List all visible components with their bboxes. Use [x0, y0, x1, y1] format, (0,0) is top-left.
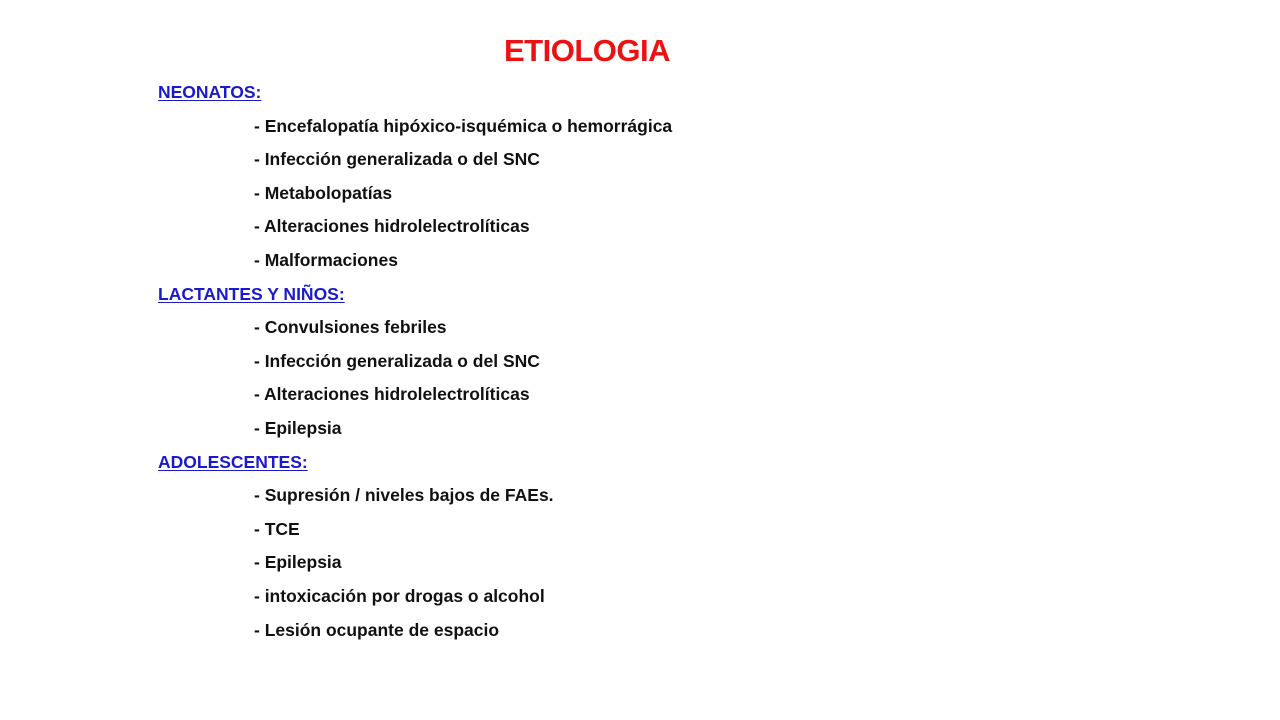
section-heading-lactantes-y-ninos: LACTANTES Y NIÑOS: — [158, 283, 345, 304]
list-item: - intoxicación por drogas o alcohol — [254, 585, 545, 606]
list-item: - Supresión / niveles bajos de FAEs. — [254, 485, 554, 506]
section-heading-adolescentes: ADOLESCENTES: — [158, 451, 308, 472]
list-item: - Convulsiones febriles — [254, 317, 447, 338]
list-item: - Malformaciones — [254, 249, 398, 270]
section-heading-neonatos: NEONATOS: — [158, 82, 262, 102]
list-item: - Alteraciones hidrolelectrolíticas — [254, 384, 530, 405]
etiology-list — [158, 78, 672, 649]
list-item: - Epilepsia — [254, 552, 342, 573]
list-item: - Epilepsia — [254, 417, 342, 438]
list-item: - Infección generalizada o del SNC — [254, 350, 540, 371]
list-item: - Infección generalizada o del SNC — [254, 149, 540, 170]
list-item: - Metabolopatías — [254, 182, 393, 203]
slide-title: ETIOLOGIA — [504, 33, 670, 68]
list-item: - TCE — [254, 518, 300, 539]
list-item: - Alteraciones hidrolelectrolíticas — [254, 216, 530, 237]
list-item: - Encefalopatía hipóxico-isquémica o hemorrágica — [254, 115, 673, 136]
list-item: - Lesión ocupante de espacio — [254, 619, 500, 640]
